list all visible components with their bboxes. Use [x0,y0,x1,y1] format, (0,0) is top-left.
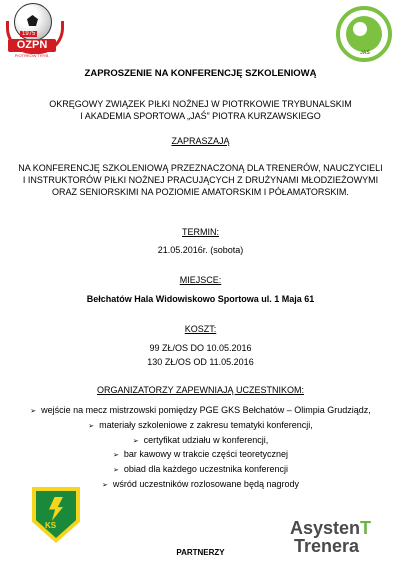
list-item-text: bar kawowy w trakcie części teoretycznej [123,449,288,460]
list-item-text: wśród uczestników rozlosowane będą nagrody [112,478,299,489]
ozpn-name: OZPN [8,39,56,52]
ozpn-logo [4,3,60,67]
list-item [0,434,401,449]
asystent-text-main: Asysten [290,518,361,538]
invite-text [0,162,401,198]
arrow-bullet-icon: ➢ [132,437,139,445]
arrow-bullet-icon: ➢ [113,452,119,460]
akademia-jas-text: JAŚ [360,50,370,56]
invite-line: I INSTRUKTORÓW PIŁKI NOŻNEJ PRACUJĄCYCH Z DRUŻYNAMI MŁODZIEŻOWYMI [22,175,379,185]
organizers-block [0,98,401,122]
arrow-bullet-icon: ➢ [30,408,37,415]
gks-text: KS [45,521,57,530]
list-item-text: materiały szkoleniowe z zakresu tematyki konferencji, [99,419,313,430]
gks-belchatow-logo [32,487,80,543]
list-item-text: certyfikat udziału w konferencji, [143,434,269,445]
arrow-bullet-icon: ➢ [88,422,95,430]
list-item-text: wejście na mecz mistrzowski pomiędzy PGE GKS Bełchatów – Olimpia Grudziądz, [41,405,371,415]
trenera-text: Trenera [294,536,360,556]
list-item [0,463,401,478]
list-item [0,419,401,434]
page-title: ZAPROSZENIE NA KONFERENCJĘ SZKOLENIOWĄ [84,68,317,79]
list-item [0,448,401,463]
ozpn-city: PIOTRKÓW TRYB. [14,53,50,58]
miejsce-label: MIEJSCE: [179,275,222,285]
soccer-ball-icon [353,22,367,36]
organizers-line: OKRĘGOWY ZWIĄZEK PIŁKI NOŻNEJ W PIOTRKOWIE TRYBUNALSKIM [49,99,352,109]
provides-heading: ORGANIZATORZY ZAPEWNIAJĄ UCZESTNIKOM: [96,385,305,395]
akademia-jas-logo [336,6,396,66]
list-item [0,404,401,419]
invite-heading: ZAPRASZAJĄ [171,136,230,146]
asystent-text [290,518,371,538]
invite-line: ORAZ SENIORSKIMI NA POZIOMIE AMATORSKIM I PÓŁAMATORSKIM. [52,187,349,197]
invite-line: NA KONFERENCJĘ SZKOLENIOWĄ PRZEZNACZONĄ DLA TRENERÓW, NAUCZYCIELI [18,163,383,173]
arrow-bullet-icon: ➢ [102,481,108,489]
arrow-bullet-icon: ➢ [113,467,119,475]
ozpn-year: 1975 [22,31,36,37]
price-early: 99 ZŁ/OS DO 10.05.2016 [149,343,252,353]
price-late: 130 ZŁ/OS OD 11.05.2016 [147,357,254,367]
asystent-text-accent: T [360,518,372,538]
provides-list [0,404,401,493]
organizers-line: I AKADEMIA SPORTOWA „JAŚ” PIOTRA KURZAWSKIEGO [80,111,321,121]
miejsce-value: Bełchatów Hala Widowiskowo Sportowa ul. 1 Maja 61 [86,294,315,304]
partners-label: PARTNERZY [176,548,225,557]
termin-value: 21.05.2016r. (sobota) [157,245,244,255]
list-item-text: obiad dla każdego uczestnika konferencji [123,464,288,475]
termin-label: TERMIN: [182,227,219,237]
koszt-label: KOSZT: [184,324,217,334]
